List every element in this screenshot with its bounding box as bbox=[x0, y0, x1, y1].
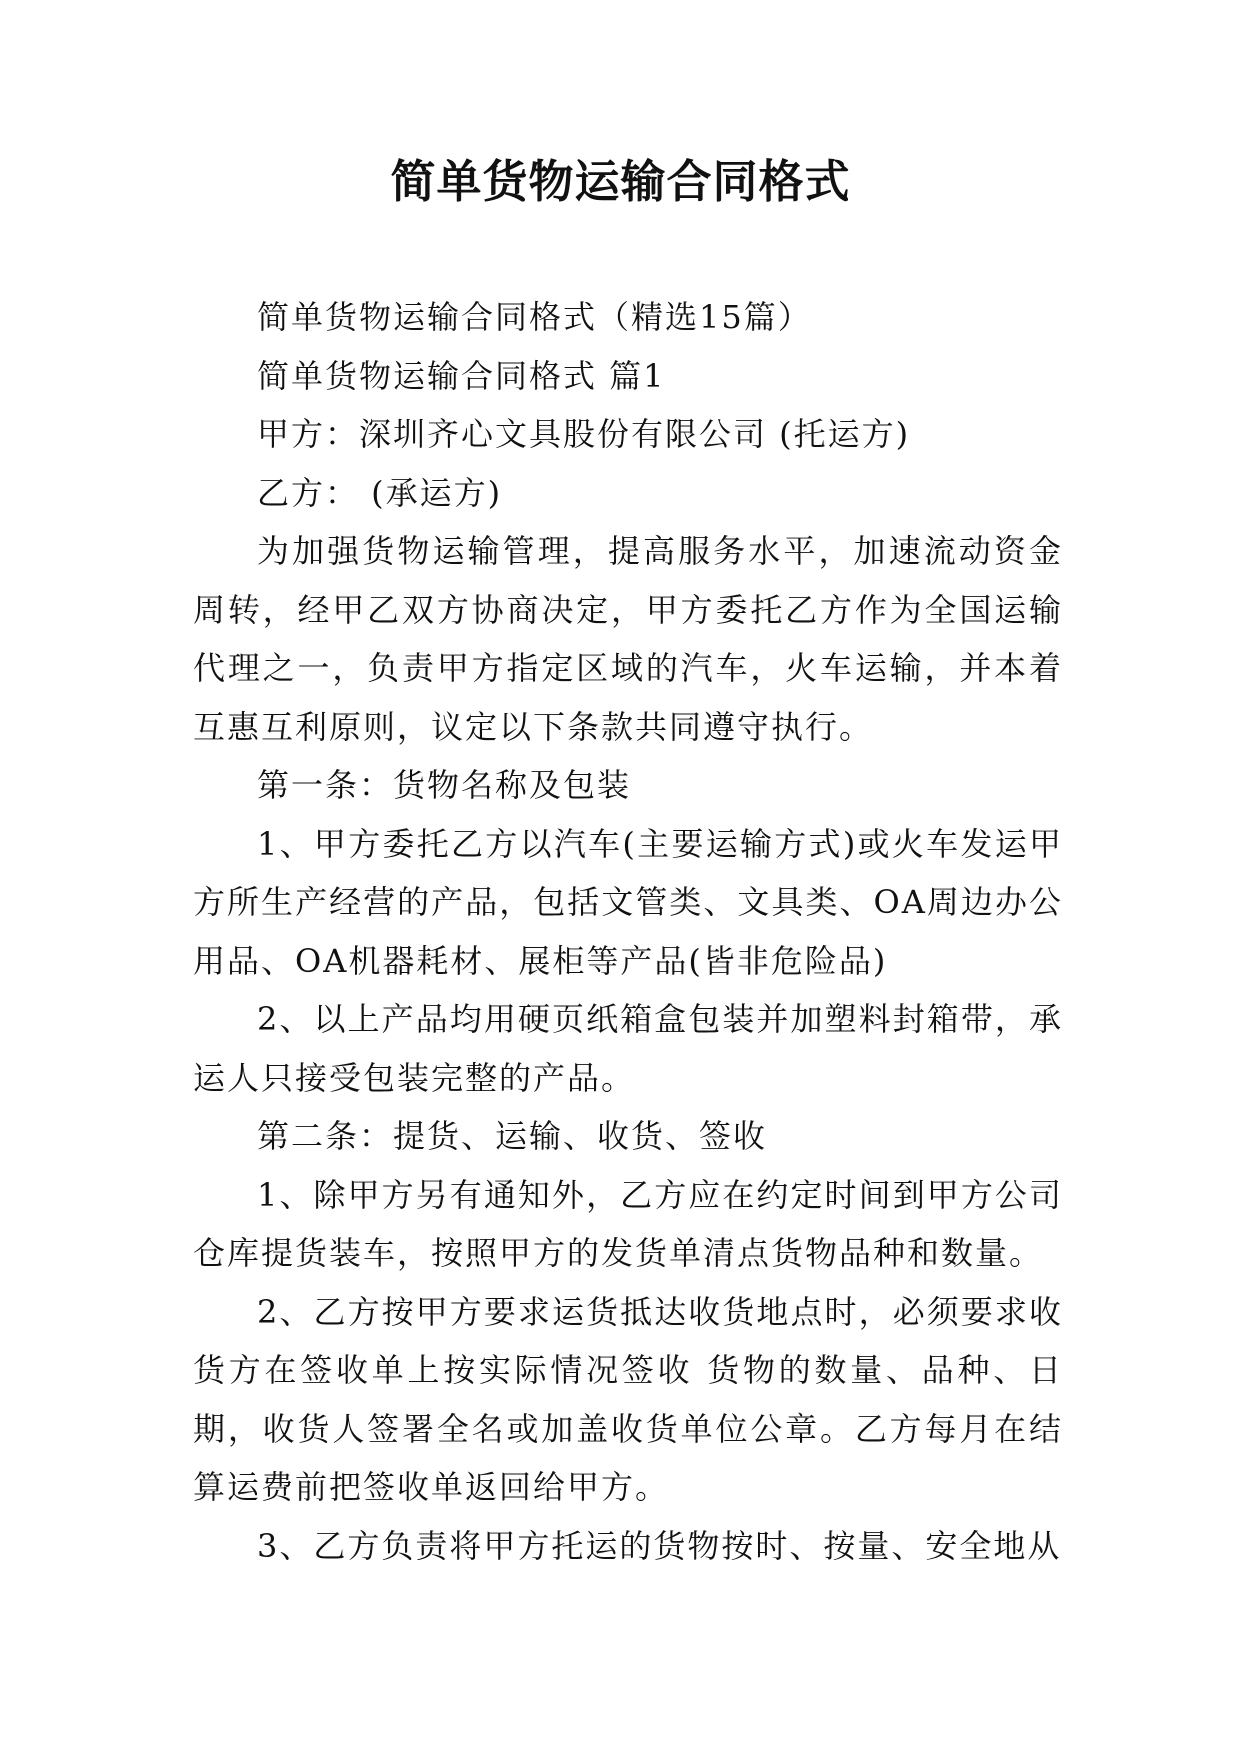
paragraph-article-2-item-3: 3、乙方负责将甲方托运的货物按时、按量、安全地从 bbox=[257, 1526, 1062, 1565]
paragraph-party-a: 甲方：深圳齐心文具股份有限公司 (托运方) bbox=[257, 415, 911, 453]
document-title: 简单货物运输合同格式 bbox=[390, 155, 851, 208]
paragraph-section-heading: 简单货物运输合同格式 篇1 bbox=[257, 356, 666, 395]
paragraph-article-1-item-1: 1、甲方委托乙方以汽车(主要运输方式)或火车发运甲方所生产经营的产品，包括文管类、文具类、OA周边办公用品、OA机器耗材、展柜等产品(皆非危险品) bbox=[193, 824, 1063, 980]
paragraph-party-b: 乙方： (承运方) bbox=[257, 473, 503, 512]
paragraph-preamble: 为加强货物运输管理，提高服务水平，加速流动资金周转，经甲乙双方协商决定，甲方委托乙方作为全国运输代理之一，负责甲方指定区域的汽车，火车运输，并本着互惠互利原则，议定以下条款共同遵守执行。 bbox=[193, 532, 1063, 746]
paragraph-article-2-heading: 第二条：提货、运输、收货、签收 bbox=[257, 1117, 768, 1155]
paragraph-article-2-item-2: 2、乙方按甲方要求运货抵达收货地点时，必须要求收货方在签收单上按实际情况签收 货物的数量、品种、日期，收货人签署全名或加盖收货单位公章。乙方每月在结算运费前把签收单返回给甲方。 bbox=[193, 1292, 1063, 1506]
paragraph-article-1-item-2: 2、以上产品均用硬页纸箱盒包装并加塑料封箱带，承运人只接受包装完整的产品。 bbox=[193, 1000, 1063, 1097]
paragraph-subtitle: 简单货物运输合同格式（精选15篇） bbox=[257, 298, 812, 336]
paragraph-article-2-item-1: 1、除甲方另有通知外，乙方应在约定时间到甲方公司仓库提货装车，按照甲方的发货单清点货物品种和数量。 bbox=[193, 1175, 1063, 1272]
paragraph-article-1-heading: 第一条：货物名称及包装 bbox=[257, 766, 632, 804]
document-body bbox=[193, 288, 1063, 1575]
